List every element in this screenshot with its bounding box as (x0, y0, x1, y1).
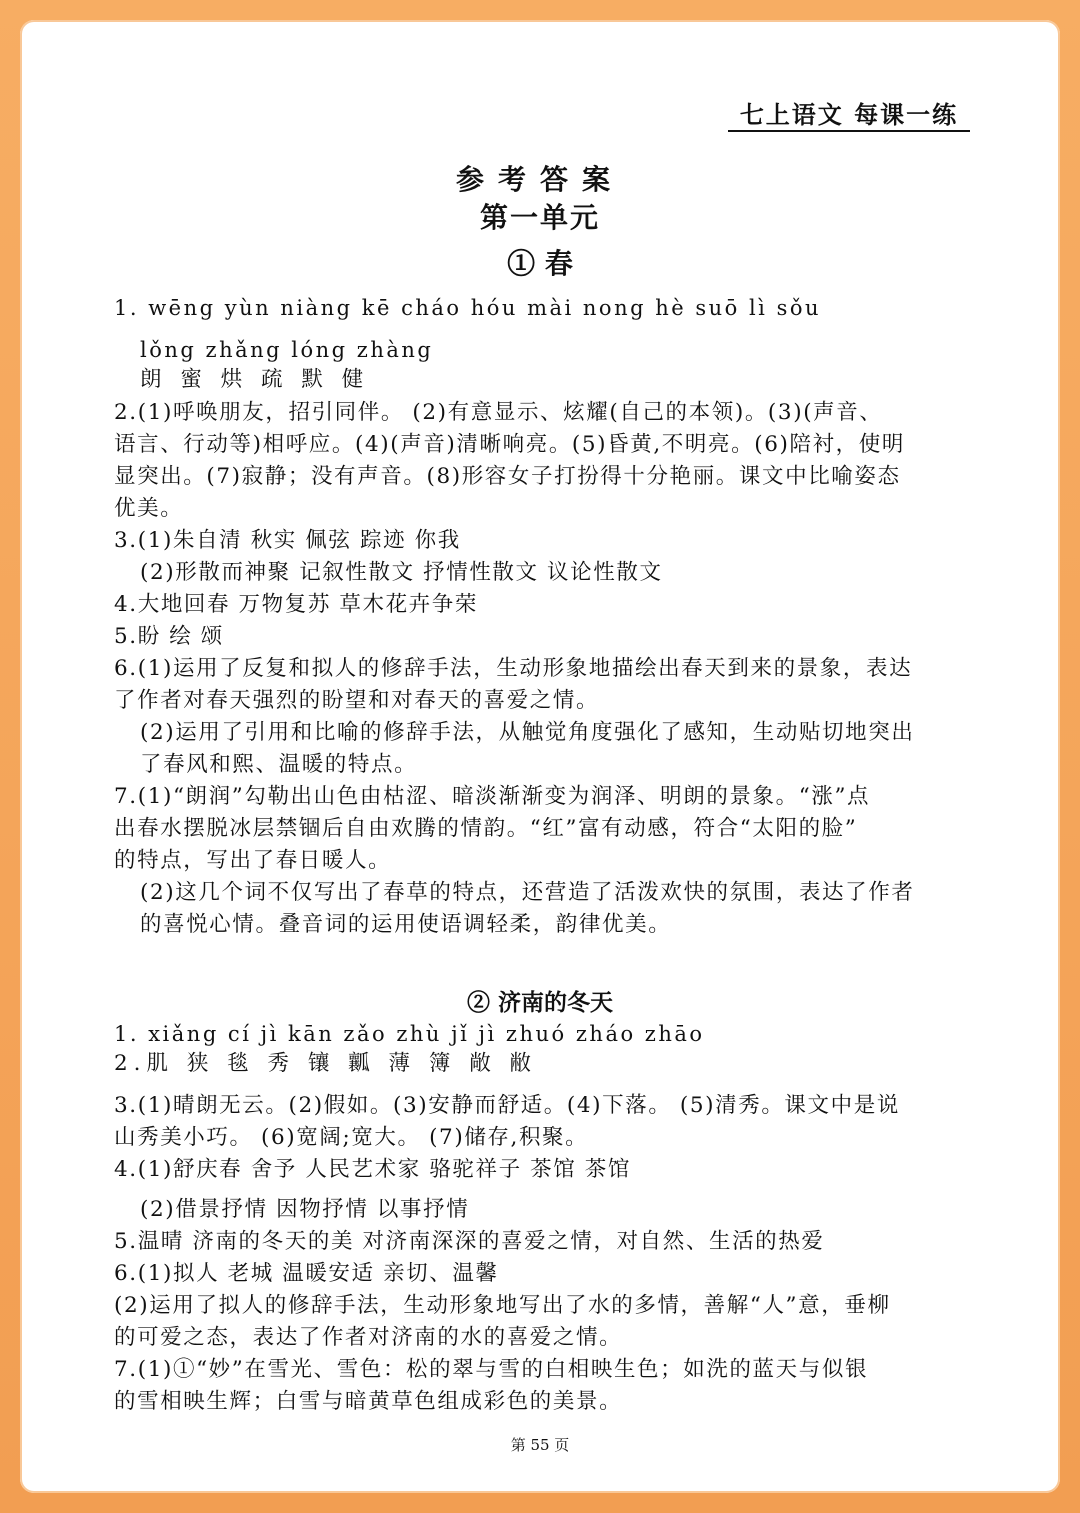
answer-line: 语言、行动等)相呼应。(4)(声音)清晰响亮。(5)昏黄,不明亮。(6)陪衬，使明 (114, 432, 905, 457)
answer-line: 的喜悦心情。叠音词的运用使语调轻柔，韵律优美。 (140, 912, 672, 937)
answer-line: (2)形散而神聚 记叙性散文 抒情性散文 议论性散文 (140, 560, 663, 585)
answer-line: 7.(1)“朗润”勾勒出山色由枯涩、暗淡渐渐变为润泽、明朗的景象。“涨”点 (114, 784, 871, 809)
answer-line: 的可爱之态，表达了作者对济南的水的喜爱之情。 (114, 1325, 623, 1350)
unit-heading: 第一单元 (479, 201, 600, 234)
answer-line: 了作者对春天强烈的盼望和对春天的喜爱之情。 (114, 688, 600, 713)
answer-line: 4.大地回春 万物复苏 草木花卉争荣 (114, 592, 478, 617)
answer-line: (2)这几个词不仅写出了春草的特点，还营造了活泼欢快的氛围，表达了作者 (140, 880, 915, 905)
answer-line: 3.(1)朱自清 秋实 佩弦 踪迹 你我 (114, 528, 461, 553)
answer-line: lǒng zhǎng lóng zhàng (140, 338, 434, 362)
answer-line: 出春水摆脱冰层禁锢后自由欢腾的情韵。“红”富有动感，符合“太阳的脸” (114, 816, 858, 841)
answer-line: 的特点，写出了春日暖人。 (114, 848, 392, 873)
lesson2-heading: ② 济南的冬天 (466, 989, 613, 1016)
answer-line: 1. xiǎng cí jì kān zǎo zhù jǐ jì zhuó zháo zhāo (114, 1022, 705, 1046)
header-title: 七上语文 每课一练 (728, 100, 970, 132)
answer-line: 了春风和熙、温暖的特点。 (140, 752, 418, 777)
answer-line: 山秀美小巧。 (6)宽阔;宽大。 (7)储存,积聚。 (114, 1125, 589, 1150)
answer-line: 4.(1)舒庆春 舍予 人民艺术家 骆驼祥子 茶馆 茶馆 (114, 1157, 631, 1182)
answer-line: 5.温晴 济南的冬天的美 对济南深深的喜爱之情，对自然、生活的热爱 (114, 1229, 825, 1254)
answers-heading: 参考答案 (455, 163, 624, 196)
answer-line: 显突出。(7)寂静；没有声音。(8)形容女子打扮得十分艳丽。课文中比喻姿态 (114, 464, 901, 489)
answer-line: 2.肌 狭 毯 秀 镶 瓤 薄 簿 敞 敝 (114, 1051, 538, 1076)
answer-line: 6.(1)运用了反复和拟人的修辞手法，生动形象地描绘出春天到来的景象，表达 (114, 656, 913, 681)
answer-line: (2)借景抒情 因物抒情 以事抒情 (140, 1197, 470, 1222)
answer-line: (2)运用了拟人的修辞手法，生动形象地写出了水的多情，善解“人”意，垂柳 (114, 1293, 891, 1318)
answer-line: 朗 蜜 烘 疏 默 健 (140, 367, 370, 392)
answer-line: 6.(1)拟人 老城 温暖安适 亲切、温馨 (114, 1261, 499, 1286)
answer-line: 5.盼 绘 颂 (114, 624, 224, 649)
answer-line: 优美。 (114, 496, 184, 521)
page-number: 第 55 页 (510, 1436, 570, 1454)
answer-line: 的雪相映生辉；白雪与暗黄草色组成彩色的美景。 (114, 1389, 623, 1414)
answer-line: 7.(1)①“妙”在雪光、雪色：松的翠与雪的白相映生色；如洗的蓝天与似银 (114, 1357, 869, 1382)
answer-line: 3.(1)晴朗无云。(2)假如。(3)安静而舒适。(4)下落。 (5)清秀。课文中是说 (114, 1093, 900, 1118)
answer-line: (2)运用了引用和比喻的修辞手法，从触觉角度强化了感知，生动贴切地突出 (140, 720, 915, 745)
answer-line: 1. wēng yùn niàng kē cháo hóu mài nong hè suō lì sǒu (114, 296, 822, 320)
answer-line: 2.(1)呼唤朋友，招引同伴。 (2)有意显示、炫耀(自己的本领)。(3)(声音、 (114, 400, 883, 425)
lesson1-heading: ① 春 (507, 247, 573, 280)
